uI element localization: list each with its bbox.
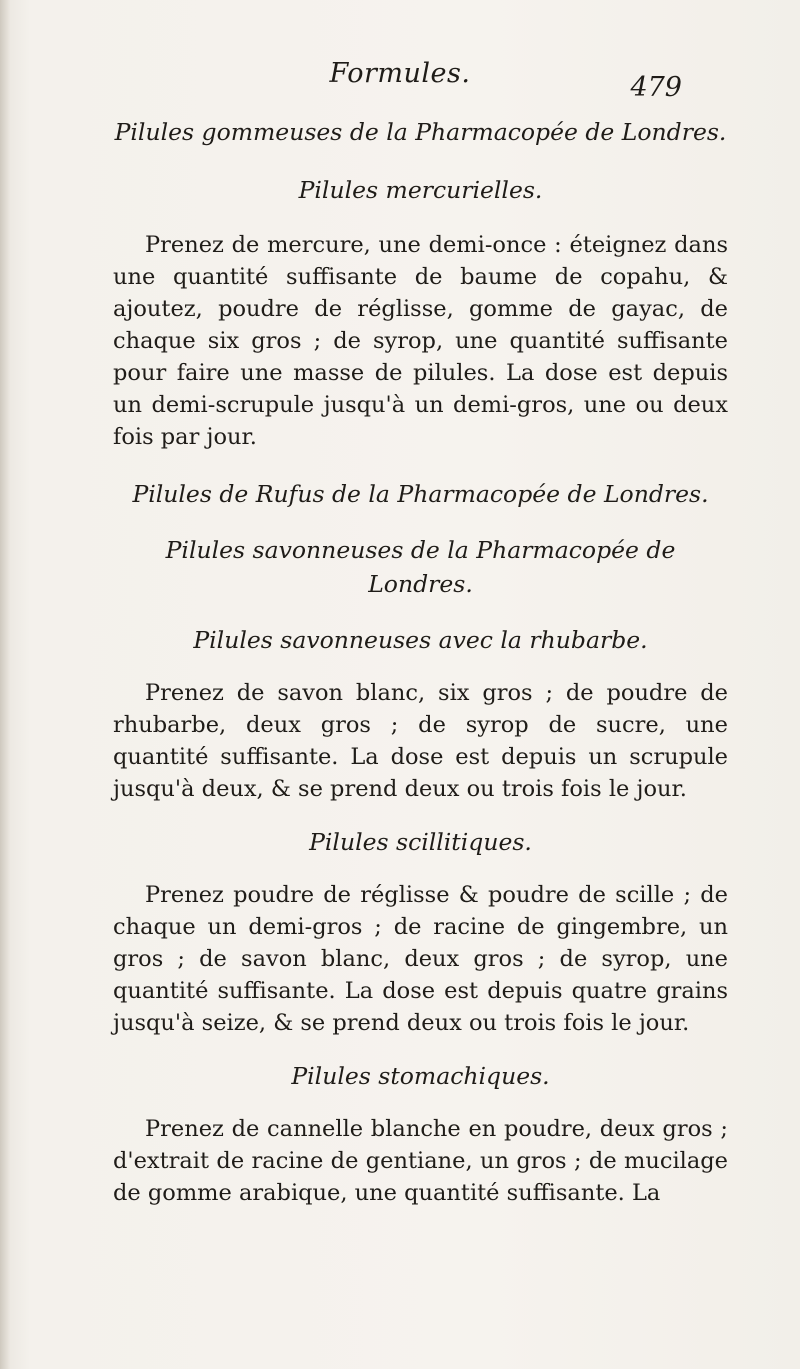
page-binding-edge xyxy=(0,0,10,1369)
section-heading-pilules-savonneuses-rhubarbe: Pilules savonneuses avec la rhubarbe. xyxy=(193,626,648,654)
paragraph-pilules-savonneuses-rhubarbe: Prenez de savon blanc, six gros ; de poudre de rhubarbe, deux gros ; de syrop de sucre, une quantité suffisante. La dose est depuis un scrupule jusqu'à deux, & se prend deux ou trois fois le jour. xyxy=(113,680,728,802)
page-body xyxy=(113,105,728,1209)
paragraph-pilules-scillitiques: Prenez poudre de réglisse & poudre de scille ; de chaque un demi-gros ; de racine de gingembre, un gros ; de savon blanc, deux gros ; de syrop, une quantité suffisante. La dose est depuis quatre grains jusqu'à seize, & se prend deux ou trois fois le jour. xyxy=(113,882,728,1036)
paragraph-pilules-mercurielles: Prenez de mercure, une demi-once : éteignez dans une quantité suffisante de baume de copahu, & ajoutez, poudre de réglisse, gomme de gayac, de chaque six gros ; de syrop, une quantité suffisante pour faire une masse de pilules. La dose est depuis un demi-scrupule jusqu'à un demi-gros, une ou deux fois par jour. xyxy=(113,232,728,450)
paragraph-pilules-stomachiques: Prenez de cannelle blanche en poudre, deux gros ; d'extrait de racine de gentiane, un gros ; de mucilage de gomme arabique, une quantité suffisante. La xyxy=(113,1116,728,1206)
section-heading-pilules-stomachiques: Pilules stomachiques. xyxy=(291,1062,550,1090)
section-heading-pilules-savonneuses: Pilules savonneuses de la Pharmacopée de Londres. xyxy=(165,536,676,598)
section-heading-pilules-scillitiques: Pilules scillitiques. xyxy=(309,828,532,856)
running-head: Formules. xyxy=(329,58,471,89)
section-heading-pilules-rufus: Pilules de Rufus de la Pharmacopée de Londres. xyxy=(132,480,709,508)
section-heading-pilules-gommeuses: Pilules gommeuses de la Pharmacopée de Londres. xyxy=(114,118,727,146)
section-heading-pilules-mercurielles: Pilules mercurielles. xyxy=(298,176,543,204)
page-number: 479 xyxy=(630,72,682,103)
